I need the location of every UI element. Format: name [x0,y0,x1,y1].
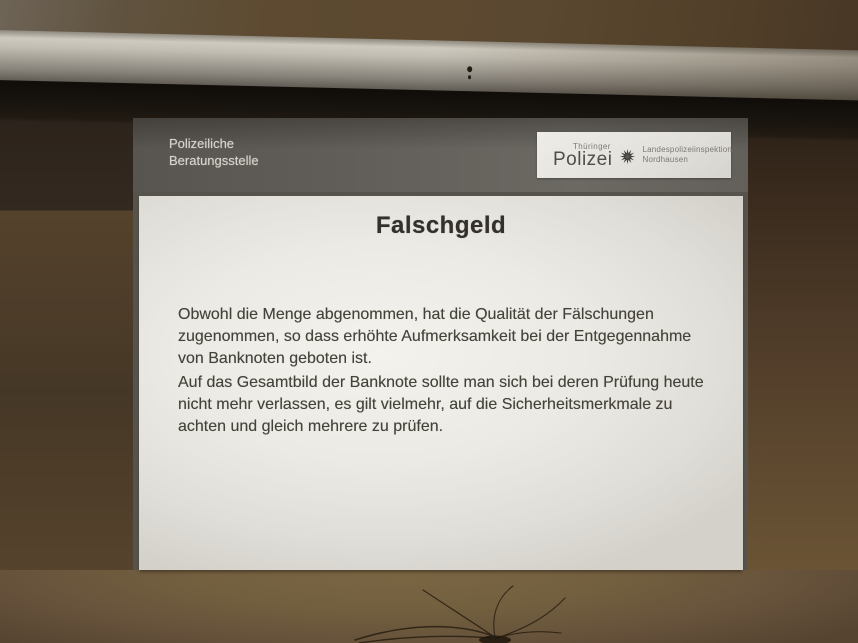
logo-unit-line2: Nordhausen [642,155,689,164]
thuringia-police-logo [537,132,731,178]
paragraph-2-line-2: nicht mehr verlassen, es gilt vielmehr, auf die Sicherheitsmerkmale zu [178,396,673,413]
casing-screw-dot [467,66,472,72]
logo-region-label: Thüringer [573,141,611,151]
paragraph-2-line-3: achten und gleich mehrere zu prüfen. [178,418,444,435]
slide-paragraph-1 [178,304,691,370]
slide-paragraph-2 [178,372,704,438]
paragraph-2-line-1: Auf das Gesamtbild der Banknote sollte man sich bei deren Prüfung heute [178,374,704,391]
projected-slide [133,118,748,570]
paragraph-1-line-1: Obwohl die Menge abgenommen, hat die Qualität der Fälschungen [178,306,654,323]
logo-unit-block [642,145,732,165]
logo-brand-block [553,142,612,169]
slide-title: Falschgeld [375,212,507,239]
police-consulting-label-line1: Polizeiliche [169,136,235,151]
slide-header-band [133,118,748,192]
police-consulting-label-line2: Beratungsstelle [169,153,259,168]
police-star-icon [619,148,636,165]
logo-unit-line1: Landespolizeiinspektion [642,145,733,154]
wall-left-of-screen [0,55,139,573]
paragraph-1-line-2: zugenommen, so dass erhöhte Aufmerksamkeit bei der Entgegennahme [178,328,692,345]
paragraph-1-line-3: von Banknoten geboten ist. [178,350,372,367]
slide-content-area [139,196,743,570]
police-consulting-label [169,135,259,169]
logo-police-label: Polizei [553,148,613,170]
casing-screw-dot [468,75,471,79]
hair-silhouette [345,582,595,643]
